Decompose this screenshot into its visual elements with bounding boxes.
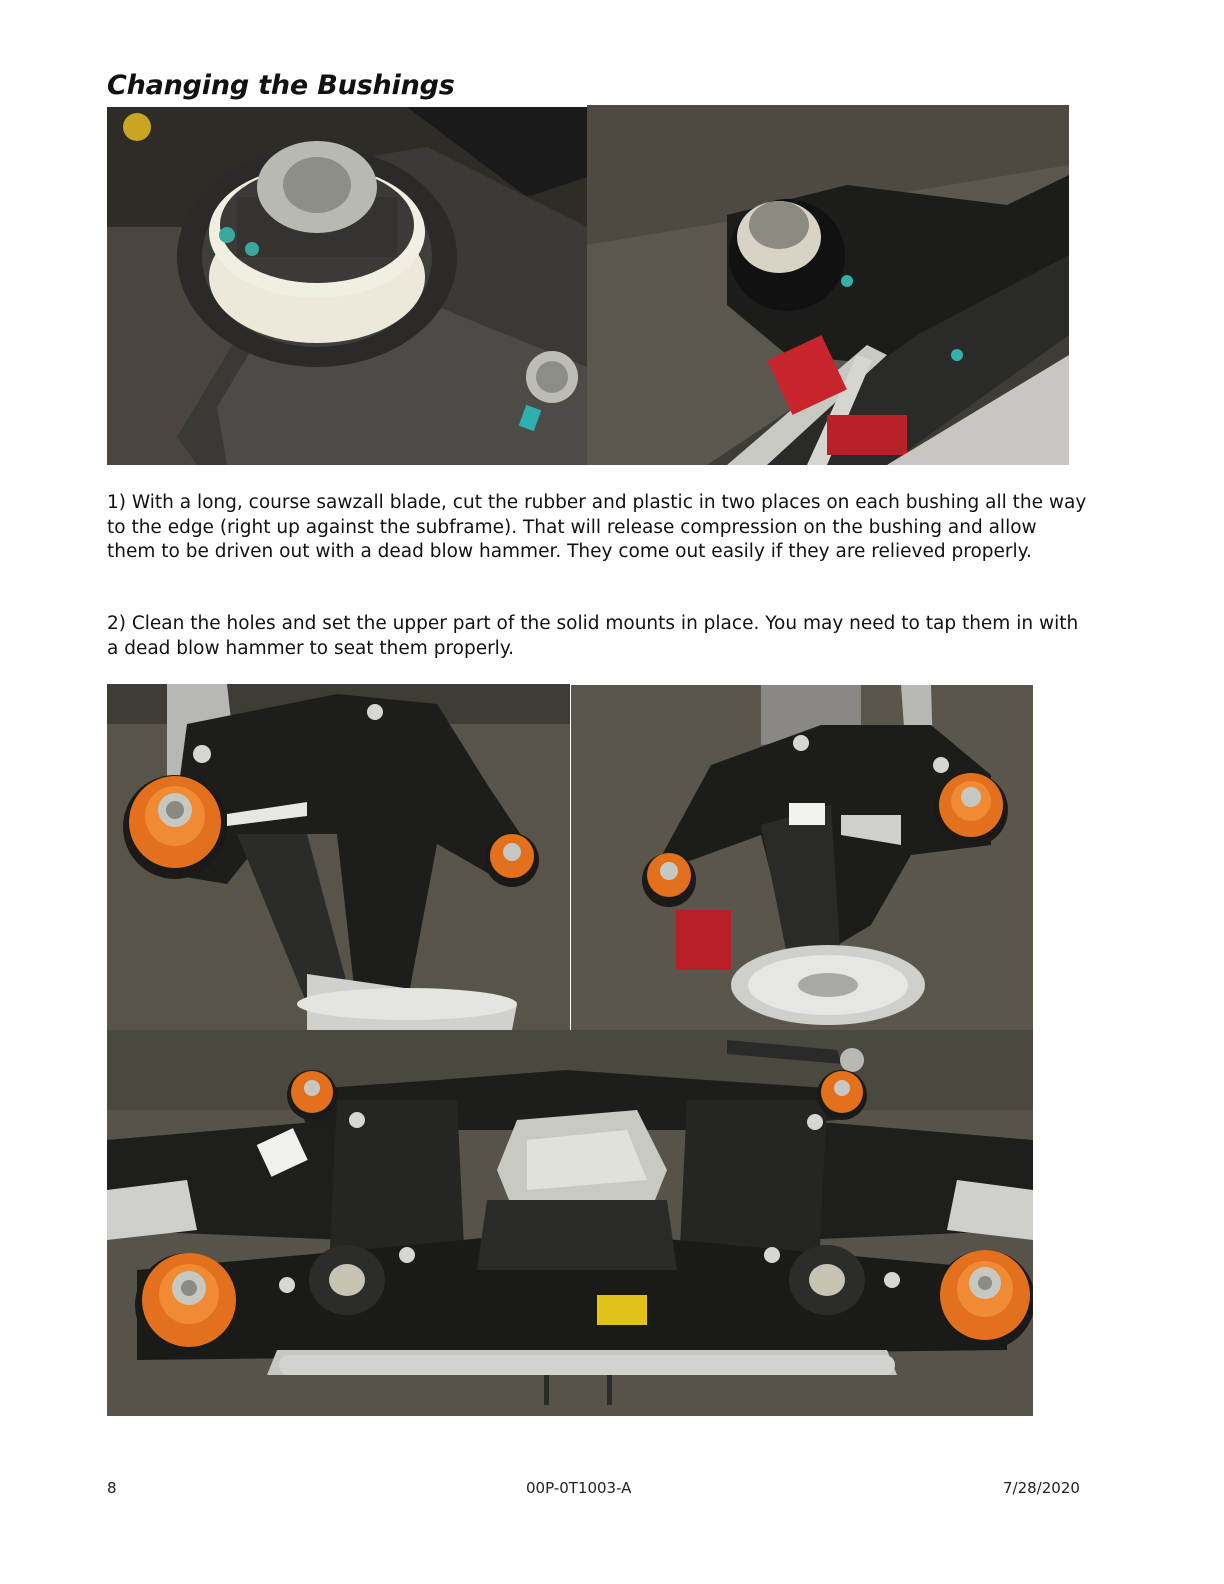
page-title: Changing the Bushings: [107, 70, 455, 101]
step-2-text: 2) Clean the holes and set the upper part of the solid mounts in place. You may need to tap them in with a dead blow hammer to seat them properly.: [107, 613, 1079, 659]
step-1-text: 1) With a long, course sawzall blade, cut the rubber and plastic in two places on each bushing all the way to the edge (right up against the subframe). That will release compression on the bushing and allow them to be driven out with a dead blow hammer. They come out easily if they are relieved properly.: [107, 492, 1087, 562]
photo-control-arm-bushing: [587, 105, 1069, 465]
photo-subframe-overview: [107, 1030, 1033, 1416]
photo-installed-mounts-left: [107, 684, 570, 1030]
document-date: 7/28/2020: [1003, 1479, 1080, 1497]
page-number: 8: [107, 1479, 117, 1497]
photo-installed-mounts-right: [571, 685, 1033, 1030]
photo-oem-bushing-closeup: [107, 107, 587, 465]
document-id: 00P-0T1003-A: [526, 1479, 632, 1497]
